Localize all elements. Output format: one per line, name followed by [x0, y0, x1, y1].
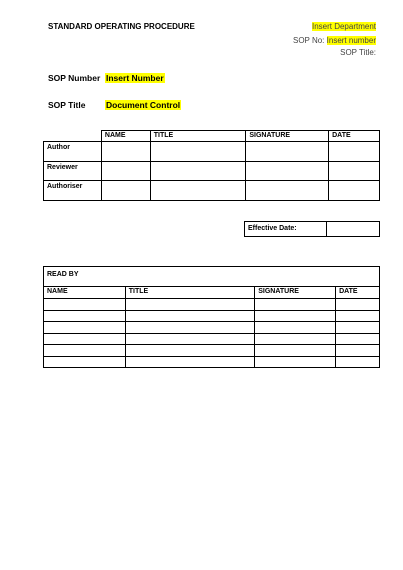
read-by-cell-title[interactable] [125, 345, 255, 357]
read-by-cell-date[interactable] [336, 310, 380, 322]
effective-date-table [244, 221, 380, 237]
effective-date-field[interactable] [327, 222, 380, 237]
read-by-table [43, 266, 380, 368]
approval-cell-name[interactable] [101, 161, 150, 181]
sop-no-line [293, 36, 376, 45]
read-by-cell-name[interactable] [44, 333, 126, 345]
approval-role-author: Author [44, 142, 102, 162]
read-by-cell-title[interactable] [125, 310, 255, 322]
read-by-header-date: DATE [336, 287, 380, 299]
approval-table [43, 130, 380, 201]
sop-no-label: SOP No: [292, 36, 325, 45]
read-by-cell-signature[interactable] [255, 356, 336, 368]
read-by-cell-name[interactable] [44, 310, 126, 322]
read-by-cell-date[interactable] [336, 345, 380, 357]
read-by-cell-name[interactable] [44, 356, 126, 368]
approval-row-authoriser [44, 181, 380, 201]
approval-header-date: DATE [329, 131, 380, 142]
read-by-cell-date[interactable] [336, 322, 380, 334]
read-by-cell-title[interactable] [125, 333, 255, 345]
read-by-cell-date[interactable] [336, 356, 380, 368]
sop-number-value[interactable]: Insert Number [106, 73, 164, 83]
approval-header-title: TITLE [150, 131, 246, 142]
sop-title-value[interactable]: Document Control [106, 100, 181, 110]
read-by-cell-title[interactable] [125, 356, 255, 368]
sop-number-label: SOP Number [48, 73, 101, 83]
effective-date-label: Effective Date: [245, 222, 327, 237]
department-placeholder[interactable]: Insert Department [311, 22, 376, 31]
read-by-cell-signature[interactable] [255, 345, 336, 357]
read-by-title: READ BY [44, 267, 380, 287]
approval-cell-date[interactable] [329, 142, 380, 162]
read-by-cell-signature[interactable] [255, 333, 336, 345]
read-by-row [44, 310, 380, 322]
sop-title-line [340, 48, 376, 57]
approval-header-signature: SIGNATURE [246, 131, 329, 142]
approval-row-reviewer [44, 161, 380, 181]
approval-cell-name[interactable] [101, 142, 150, 162]
read-by-cell-title[interactable] [125, 322, 255, 334]
sop-no-placeholder[interactable]: Insert number [326, 36, 376, 45]
approval-cell-name[interactable] [101, 181, 150, 201]
approval-cell-title[interactable] [150, 161, 246, 181]
approval-role-reviewer: Reviewer [44, 161, 102, 181]
read-by-header-name: NAME [44, 287, 126, 299]
approval-header-row [44, 131, 380, 142]
document-title: STANDARD OPERATING PROCEDURE [48, 22, 195, 31]
read-by-cell-signature[interactable] [255, 310, 336, 322]
approval-cell-signature[interactable] [246, 181, 329, 201]
approval-cell-signature[interactable] [246, 161, 329, 181]
approval-cell-date[interactable] [329, 181, 380, 201]
read-by-header-signature: SIGNATURE [255, 287, 336, 299]
approval-cell-signature[interactable] [246, 142, 329, 162]
approval-cell-date[interactable] [329, 161, 380, 181]
approval-role-authoriser: Authoriser [44, 181, 102, 201]
sop-title-label: SOP Title [48, 100, 86, 110]
read-by-cell-date[interactable] [336, 299, 380, 311]
read-by-row [44, 299, 380, 311]
read-by-cell-signature[interactable] [255, 322, 336, 334]
read-by-cell-title[interactable] [125, 299, 255, 311]
department-line [312, 22, 376, 31]
approval-cell-title[interactable] [150, 181, 246, 201]
read-by-header-row [44, 287, 380, 299]
read-by-cell-name[interactable] [44, 322, 126, 334]
read-by-row [44, 356, 380, 368]
approval-corner-cell [44, 131, 102, 142]
read-by-cell-name[interactable] [44, 299, 126, 311]
read-by-cell-date[interactable] [336, 333, 380, 345]
read-by-row [44, 322, 380, 334]
read-by-header-title: TITLE [125, 287, 255, 299]
approval-cell-title[interactable] [150, 142, 246, 162]
approval-row-author [44, 142, 380, 162]
read-by-cell-signature[interactable] [255, 299, 336, 311]
sop-title-header-label: SOP Title: [340, 48, 376, 57]
read-by-row [44, 333, 380, 345]
read-by-cell-name[interactable] [44, 345, 126, 357]
read-by-row [44, 345, 380, 357]
approval-header-name: NAME [101, 131, 150, 142]
